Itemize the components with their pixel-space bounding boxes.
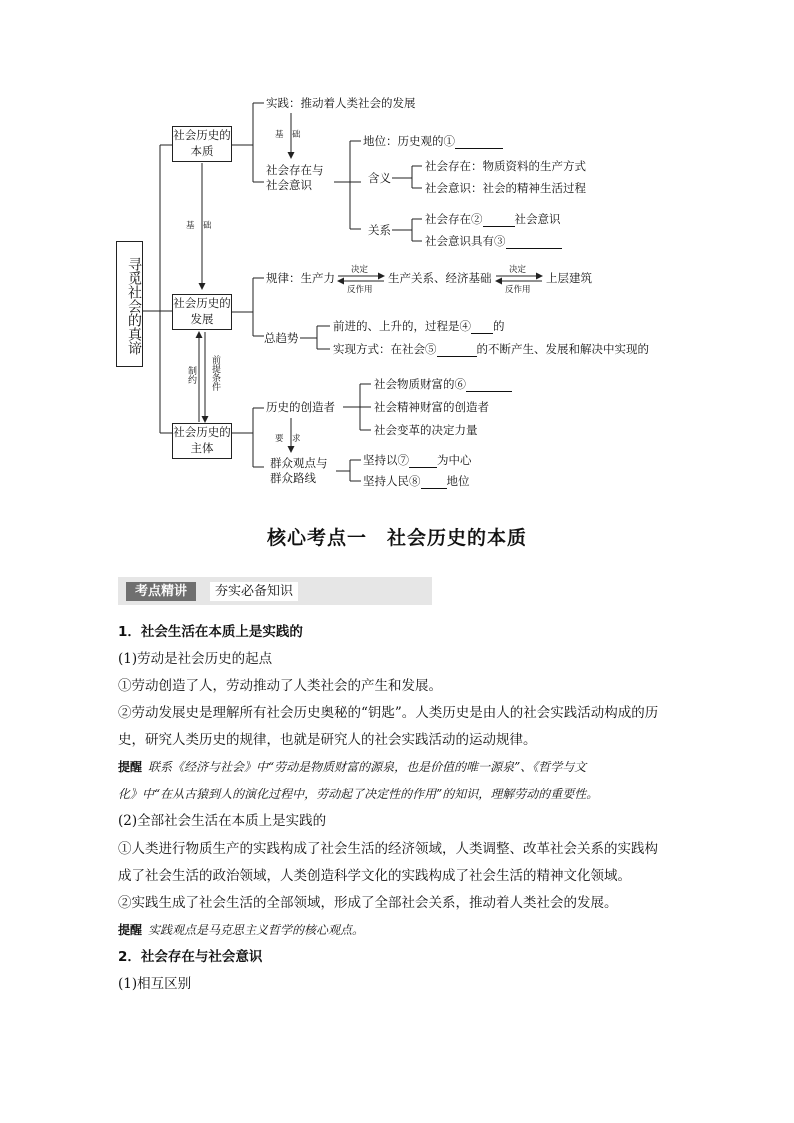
law-node: 规律：生产力 bbox=[266, 271, 335, 285]
blank-8 bbox=[421, 476, 447, 489]
tip-label: 提醒 bbox=[118, 760, 143, 774]
para-2-line-2: 史，研究人类历史的规律，也就是研究人的社会实践活动的运动规律。 bbox=[118, 732, 537, 748]
sub-3-title: (1)相互区别 bbox=[118, 976, 192, 992]
trend-1: 前进的、上升的，过程是④ 的 bbox=[333, 319, 505, 333]
develop-box: 社会历史的发展 bbox=[172, 294, 232, 330]
decide-label-2: 决定 bbox=[509, 265, 527, 275]
para-2-line-1: ②劳动发展史是理解所有社会历史奥秘的“钥匙”。人类历史是由人的社会实践活动构成的历 bbox=[118, 705, 659, 721]
require-label: 要 求 bbox=[275, 434, 301, 444]
para-4: ②实践生成了社会生活的全部领域，形成了全部社会关系，推动着人类社会的发展。 bbox=[118, 895, 618, 911]
mass-1: 坚持以⑦ 为中心 bbox=[363, 453, 472, 467]
relation-2: 社会意识具有③ bbox=[425, 234, 562, 249]
superstructure: 上层建筑 bbox=[546, 271, 592, 285]
sub-2-title: (2)全部社会生活在本质上是实践的 bbox=[118, 813, 327, 829]
react-label-1: 反作用 bbox=[347, 285, 373, 295]
blank-3 bbox=[506, 236, 562, 249]
blank-5 bbox=[437, 344, 477, 357]
para-3-line-2: 成了社会生活的政治领域，人类创造科学文化的实践构成了社会生活的精神文化领域。 bbox=[118, 868, 631, 884]
react-label-2: 反作用 bbox=[505, 285, 531, 295]
tip-1-line-2: 化》中“在从古猿到人的演化过程中，劳动起了决定性的作用”的知识，理解劳动的重要性。 bbox=[118, 787, 599, 801]
subject-box: 社会历史的主体 bbox=[172, 423, 232, 459]
root-box: 寻觅社会的真谛 bbox=[116, 241, 143, 367]
basis-label-1: 基 础 bbox=[275, 130, 301, 140]
creator-1: 社会物质财富的⑥ bbox=[374, 377, 512, 392]
meaning-node: 含义 bbox=[368, 171, 391, 185]
blank-4 bbox=[471, 321, 493, 334]
blank-6 bbox=[466, 379, 512, 392]
production-relations: 生产关系、经济基础 bbox=[388, 271, 492, 285]
relation-1: 社会存在② 社会意识 bbox=[425, 212, 561, 226]
tip-label: 提醒 bbox=[118, 923, 143, 937]
relation-node: 关系 bbox=[368, 223, 391, 237]
mass-node: 群众观点与群众路线 bbox=[270, 456, 328, 485]
tip-1-line-1: 提醒 联系《经济与社会》中“劳动是物质财富的源泉，也是价值的唯一源泉”、《哲学与文 bbox=[118, 760, 587, 774]
trend-node: 总趋势 bbox=[264, 331, 299, 345]
section-heading: 核心考点一 社会历史的本质 bbox=[266, 527, 527, 549]
para-1: ①劳动创造了人，劳动推动了人类社会的产生和发展。 bbox=[118, 678, 442, 694]
creator-2: 社会精神财富的创造者 bbox=[374, 400, 489, 414]
position-node: 地位：历史观的① bbox=[363, 134, 503, 149]
blank-2 bbox=[483, 214, 515, 227]
blank-7 bbox=[409, 455, 437, 468]
essence-box: 社会历史的本质 bbox=[172, 126, 232, 162]
banner-tag: 考点精讲 bbox=[126, 582, 196, 601]
creator-3: 社会变革的决定力量 bbox=[374, 423, 478, 437]
point-1-title: 1．社会生活在本质上是实践的 bbox=[118, 624, 303, 640]
section-banner bbox=[118, 577, 432, 605]
tip-2: 提醒 实践观点是马克思主义哲学的核心观点。 bbox=[118, 923, 365, 937]
basis-label-2: 基 础 bbox=[186, 221, 212, 231]
para-3-line-1: ①人类进行物质生产的实践构成了社会生活的经济领域，人类调整、改革社会关系的实践构 bbox=[118, 841, 658, 857]
mass-2: 坚持人民⑧ 地位 bbox=[363, 474, 470, 488]
meaning-2: 社会意识：社会的精神生活过程 bbox=[425, 181, 586, 195]
mind-map bbox=[0, 0, 794, 500]
trend-2: 实现方式：在社会⑤ 的不断产生、发展和解决中实现的 bbox=[333, 342, 649, 356]
point-2-title: 2．社会存在与社会意识 bbox=[118, 949, 263, 965]
exist-conscious-node: 社会存在与社会意识 bbox=[266, 163, 324, 192]
premise-label: 前提条件 bbox=[210, 355, 220, 391]
restrict-label: 制约 bbox=[186, 366, 196, 384]
meaning-1: 社会存在：物质资料的生产方式 bbox=[425, 159, 586, 173]
banner-subtitle: 夯实必备知识 bbox=[210, 582, 298, 601]
sub-1-title: (1)劳动是社会历史的起点 bbox=[118, 651, 273, 667]
creator-node: 历史的创造者 bbox=[266, 400, 335, 414]
decide-label-1: 决定 bbox=[351, 265, 369, 275]
practice-node: 实践：推动着人类社会的发展 bbox=[266, 96, 416, 110]
blank-1 bbox=[455, 136, 503, 149]
